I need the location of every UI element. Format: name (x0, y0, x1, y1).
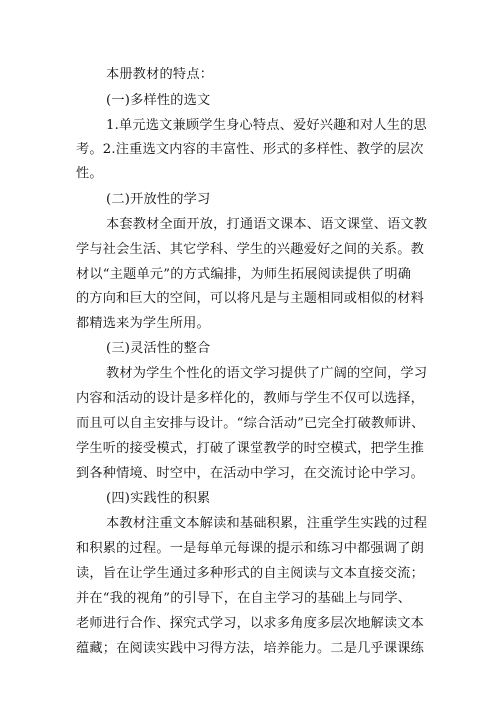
text-line: 本教材注重文本解读和基础积累，注重学生实践的过程 (106, 516, 428, 531)
text-line: 蕴藏；在阅读实践中习得方法，培养能力。二是几乎课课练 (76, 641, 425, 656)
text-line: 本册教材的特点： (106, 67, 214, 82)
text-line: 本套教材全面开放，打通语文课本、语文课堂、语文教 (106, 217, 428, 232)
text-line: 内容和活动的设计是多样化的，教师与学生不仅可以选择， (76, 391, 425, 406)
text-line: 1.单元选文兼顾学生身心特点、爱好兴趣和对人生的思 (106, 118, 427, 133)
section-heading: (四)实践性的积累 (106, 491, 211, 506)
text-line: 的方向和巨大的空间，可以将凡是与主题相同或相似的材料 (76, 291, 425, 306)
text-line: 学与社会生活、其它学科、学生的兴趣爱好之间的关系。教 (76, 242, 425, 257)
section-heading: (一)多样性的选文 (106, 93, 211, 108)
text-line: 而且可以自主安排与设计。“综合活动”已完全打破教师讲、 (76, 416, 425, 431)
text-line: 到各种情境、时空中，在活动中学习，在交流讨论中学习。 (76, 466, 425, 481)
text-line: 读，旨在让学生通过多种形式的自主阅读与文本直接交流； (76, 566, 425, 581)
text-line: 都精选来为学生所用。 (76, 316, 210, 331)
text-line: 和积累的过程。一是每单元每课的提示和练习中都强调了朗 (76, 541, 425, 556)
section-heading: (三)灵活性的整合 (106, 341, 211, 356)
text-line: 材以“主题单元”的方式编排，为师生拓展阅读提供了明确 (76, 267, 412, 282)
section-heading: (二)开放性的学习 (106, 192, 211, 207)
text-line: 性。 (76, 166, 103, 181)
text-line: 老师进行合作、探究式学习，以求多角度多层次地解读文本 (76, 616, 425, 631)
text-line: 并在“我的视角”的引导下，在自主学习的基础上与同学、 (76, 591, 412, 606)
text-line: 学生听的接受模式，打破了课堂教学的时空模式，把学生推 (76, 441, 425, 456)
text-line: 教材为学生个性化的语文学习提供了广阔的空间，学习 (106, 366, 428, 381)
text-line: 考。2.注重选文内容的丰富性、形式的多样性、教学的层次 (76, 142, 424, 157)
